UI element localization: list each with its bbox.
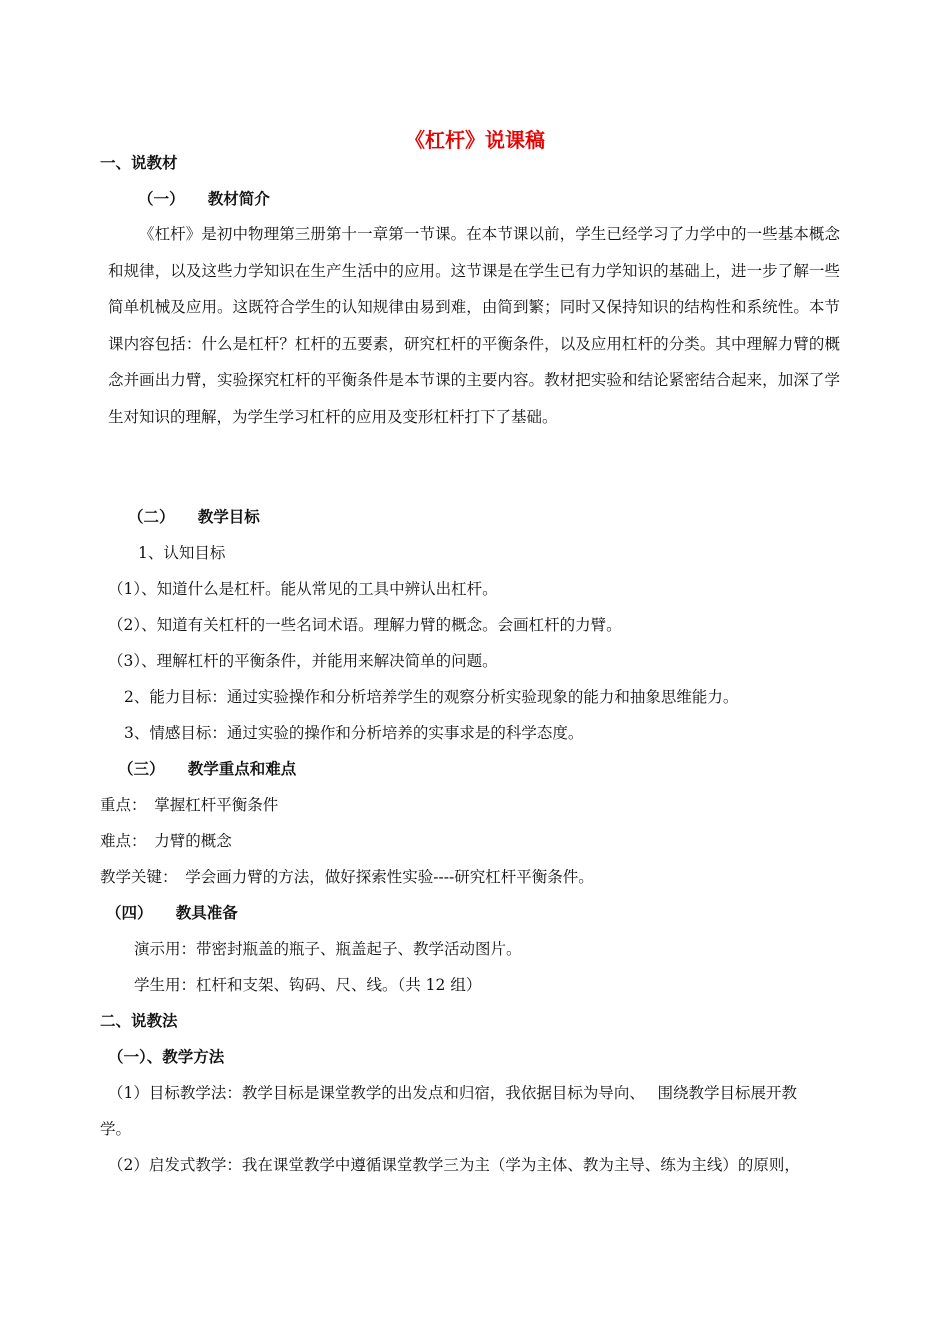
section-heading-methods: 二、说教法 — [100, 1012, 178, 1030]
key-point: 重点： 掌握杠杆平衡条件 — [100, 796, 279, 814]
goal-cognitive-3: （3）、理解杠杆的平衡条件，并能用来解决简单的问题。 — [108, 652, 498, 670]
method-1-line-1: （1）目标教学法：教学目标是课堂教学的出发点和归宿，我依据目标为导向、 围绕教学目标展开教 — [108, 1084, 798, 1102]
subheading-teaching-aids: （四） 教具准备 — [106, 904, 238, 922]
key-link: 教学关键： 学会画力臂的方法，做好探索性实验----研究杠杆平衡条件。 — [100, 868, 594, 886]
page-title: 《杠杆》说课稿 — [405, 128, 545, 152]
goal-ability: 2、能力目标：通过实验操作和分析培养学生的观察分析实验现象的能力和抽象思维能力。 — [124, 688, 739, 706]
difficulty-point: 难点： 力臂的概念 — [100, 832, 232, 850]
subheading-teaching-goals: （二） 教学目标 — [128, 508, 260, 526]
method-2-line-1: （2）启发式教学：我在课堂教学中遵循课堂教学三为主（学为主体、教为主导、练为主线）的原则， — [108, 1156, 800, 1174]
aids-student: 学生用：杠杆和支架、钩码、尺、线。（共 12 组） — [134, 976, 482, 994]
goal-cognitive-2: （2）、知道有关杠杆的一些名词术语。理解力臂的概念。会画杠杆的力臂。 — [108, 616, 622, 634]
goal-cognitive: 1、认知目标 — [138, 544, 226, 562]
subheading-key-points: （三） 教学重点和难点 — [118, 760, 297, 778]
method-1-line-2: 学。 — [100, 1120, 132, 1138]
subheading-textbook-intro: （一） 教材简介 — [138, 190, 270, 208]
textbook-intro-paragraph: 《杠杆》是初中物理第三册第十一章第一节课。在本节课以前，学生已经学习了力学中的一些基本概念和规律，以及这些力学知识在生产生活中的应用。这节课是在学生已有力学知识的基础上，进一步了解一些简单机械及应用。这既符合学生的认知规律由易到难，由简到繁；同时又保持知识的结构性和系统性。本节课内容包括：什么是杠杆？杠杆的五要素，研究杠杆的平衡条件，以及应用杠杆的分类。其中理解力臂的概念并画出力臂，实验探究杠杆的平衡条件是本节课的主要内容。教材把实验和结论紧密结合起来，加深了学生对知识的理解，为学生学习杠杆的应用及变形杠杆打下了基础。 — [108, 225, 840, 426]
goal-cognitive-1: （1）、知道什么是杠杆。能从常见的工具中辨认出杠杆。 — [108, 580, 498, 598]
aids-demo: 演示用：带密封瓶盖的瓶子、瓶盖起子、教学活动图片。 — [134, 940, 522, 958]
section-heading-textbook: 一、说教材 — [100, 154, 178, 172]
goal-emotion: 3、情感目标：通过实验的操作和分析培养的实事求是的科学态度。 — [124, 724, 584, 742]
subheading-teaching-methods: （一）、教学方法 — [108, 1048, 225, 1066]
